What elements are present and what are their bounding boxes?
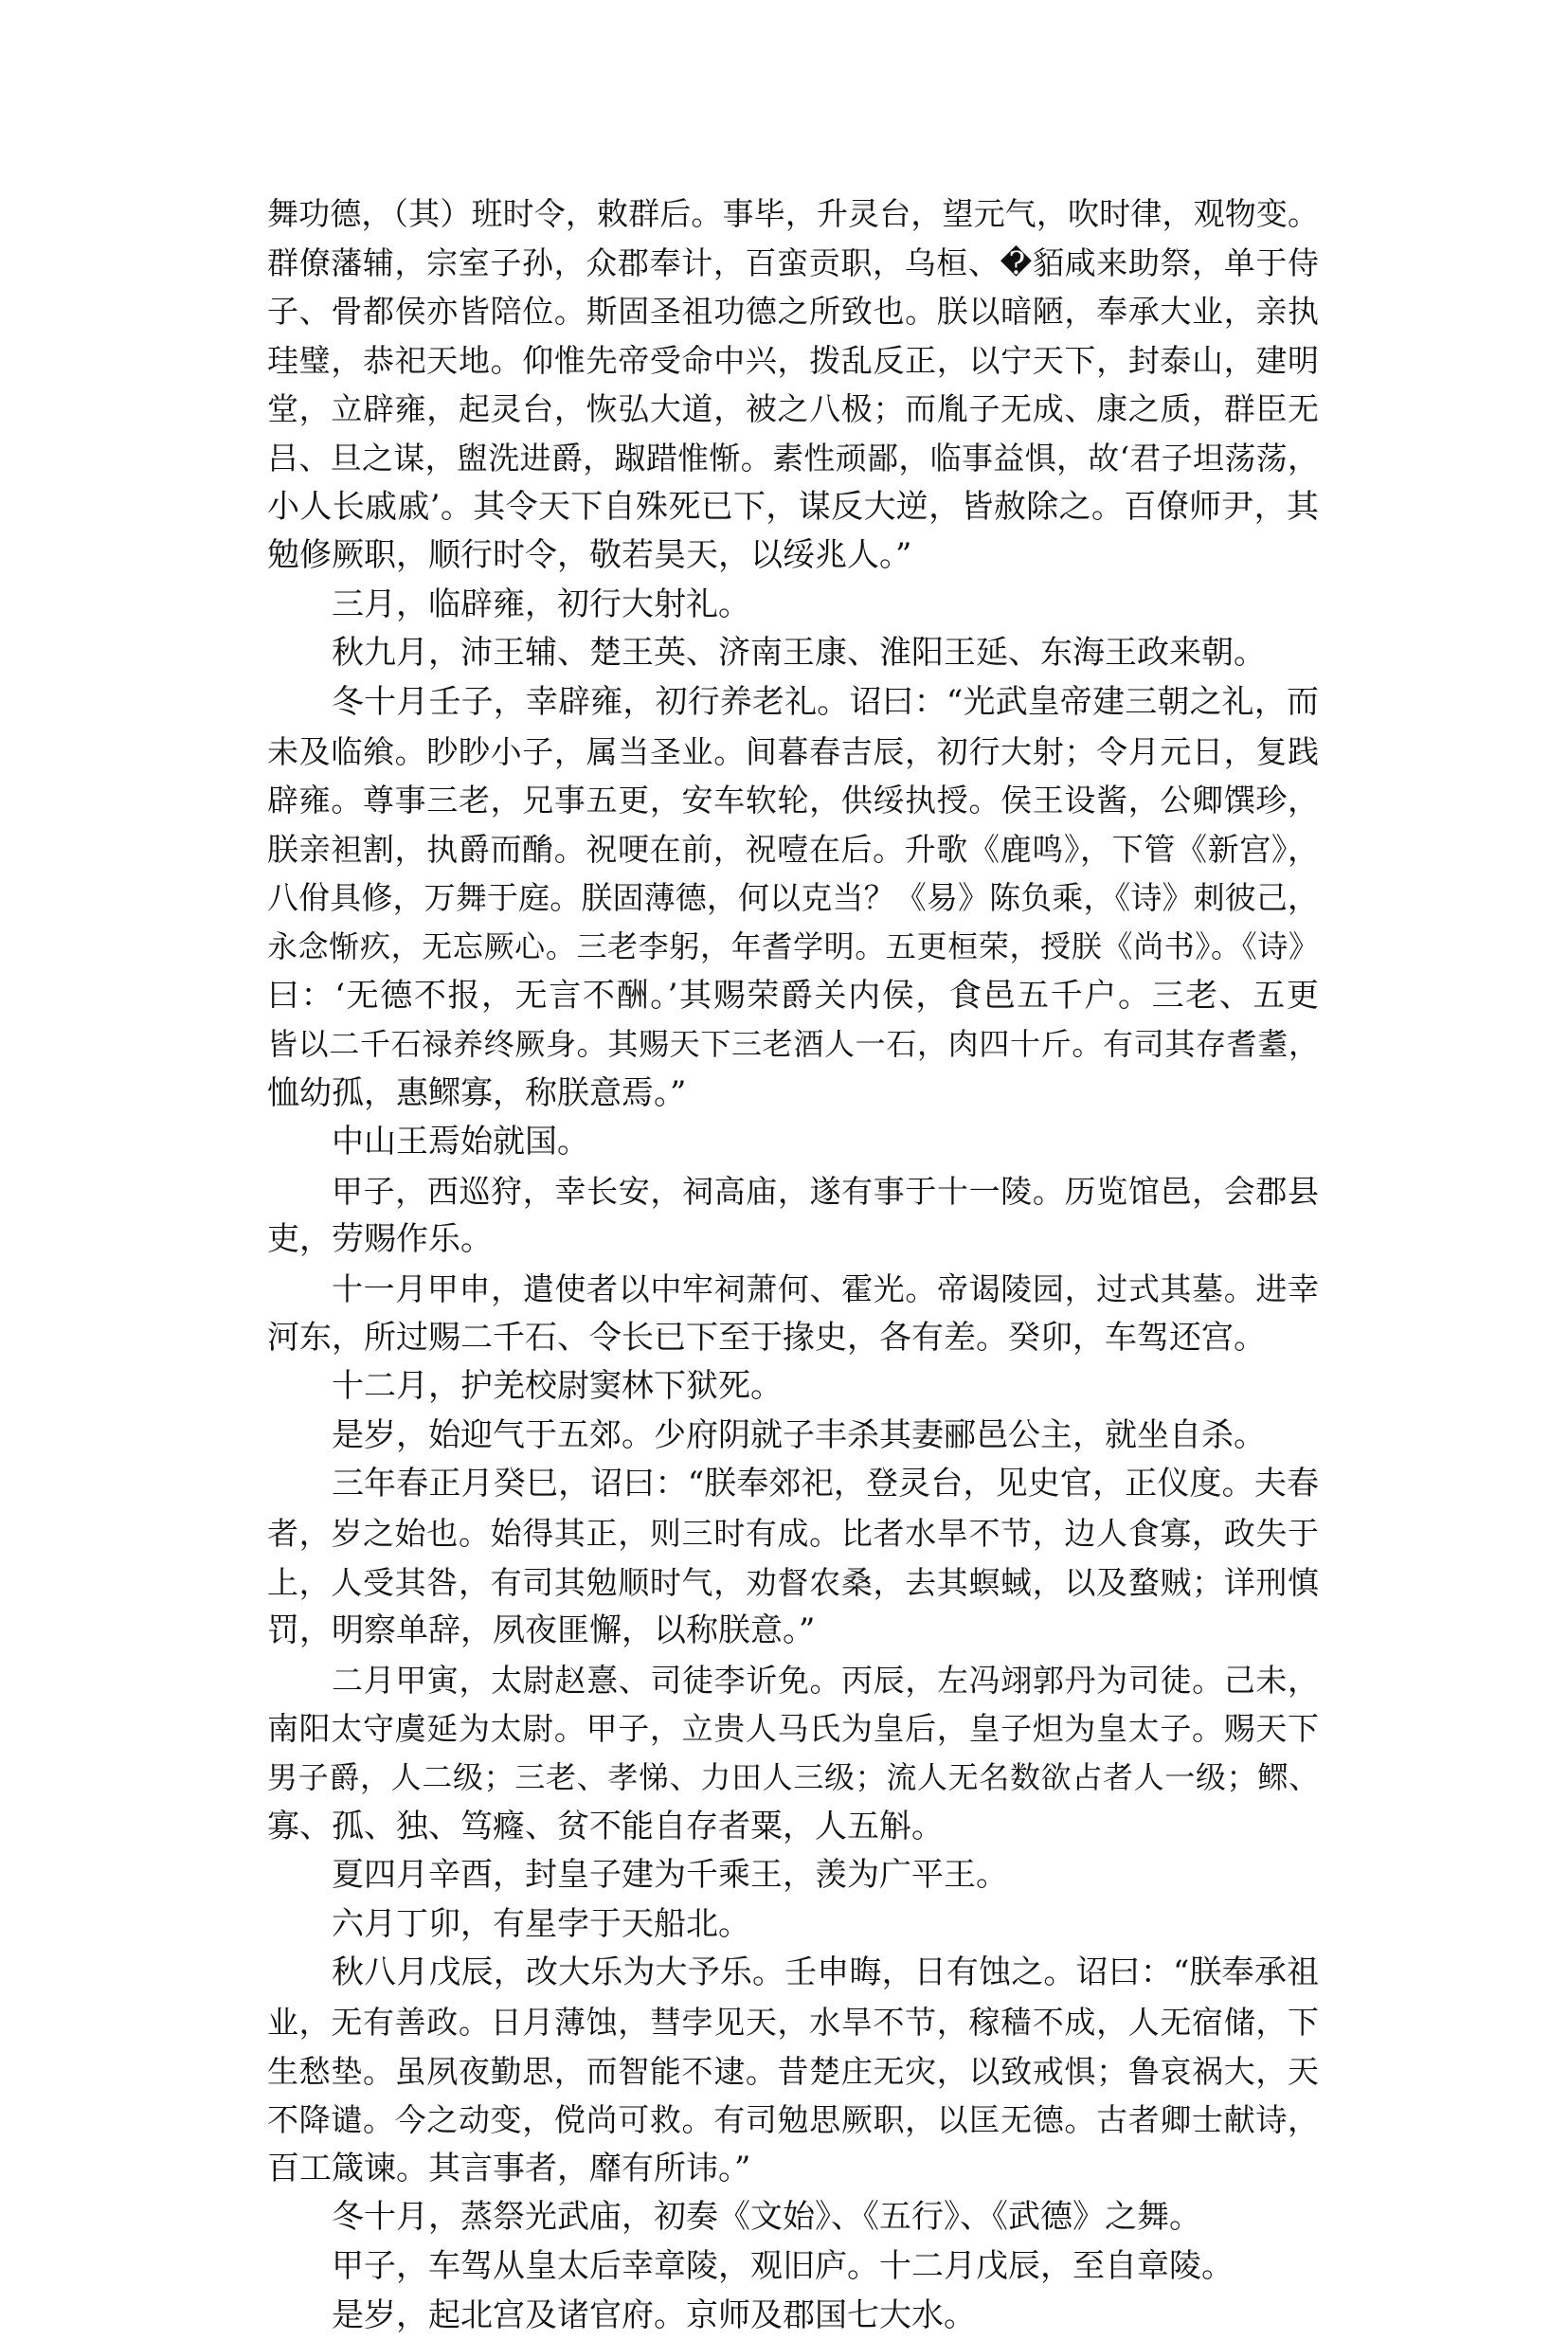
text-line: 舞功德，（其）班时令，敕群后。事毕，升灵台，望元气，吹时律，观物变。 bbox=[267, 195, 1319, 232]
text-line: 寡、孤、独、笃癃、贫不能自存者粟，人五斛。 bbox=[267, 1807, 944, 1845]
text-line: 罚，明察单辞，夙夜匪懈，以称朕意。” bbox=[267, 1611, 816, 1650]
text-line: 不降谴。今之动变，傥尚可救。有司勉思厥职，以匡无德。古者卿士献诗， bbox=[267, 2101, 1319, 2139]
text-line: 生愁垫。虽夙夜勤思，而智能不逮。昔楚庄无灾，以致戒惧；鲁哀祸大，天 bbox=[267, 2052, 1319, 2090]
text-line: 辟雍。尊事三老，兄事五更，安车软轮，供绥执授。侯王设酱，公卿馔珍， bbox=[267, 782, 1319, 819]
text-line: 百工箴谏。其言事者，靡有所讳。” bbox=[267, 2149, 751, 2187]
paragraph-start: 冬十月壬子，幸辟雍，初行养老礼。诏曰：“光武皇帝建三朝之礼，而 bbox=[332, 682, 1319, 721]
paragraph-start: 冬十月，蒸祭光武庙，初奏《文始》、《五行》、《武德》之舞。 bbox=[332, 2198, 1201, 2237]
text-line: 朕亲袒割，执爵而酳。祝哽在前，祝噎在后。升歌《鹿鸣》，下管《新宫》， bbox=[267, 830, 1319, 868]
paragraph-start: 秋九月，沛王辅、楚王英、济南王康、淮阳王延、东海王政来朝。 bbox=[332, 634, 1266, 673]
paragraph-start: 甲子，西巡狩，幸长安，祠高庙，遂有事于十一陵。历览馆邑，会郡县 bbox=[332, 1172, 1319, 1210]
paragraph-start: 是岁，始迎气于五郊。少府阴就子丰杀其妻郦邑公主，就坐自杀。 bbox=[332, 1415, 1266, 1454]
text-line: 未及临飨。眇眇小子，属当圣业。间暮春吉辰，初行大射；令月元日，复践 bbox=[267, 732, 1319, 770]
text-line: 八佾具修，万舞于庭。朕固薄德，何以克当？《易》陈负乘，《诗》刺彼己， bbox=[267, 879, 1319, 917]
text-line: 小人长戚戚’。其令天下自殊死已下，谋反大逆，皆赦除之。百僚师尹，其 bbox=[267, 487, 1319, 526]
text-line: 南阳太守虞延为太尉。甲子，立贵人马氏为皇后，皇子炟为皇太子。赐天下 bbox=[267, 1710, 1319, 1748]
text-line: 皆以二千石禄养终厥身。其赐天下三老酒人一石，肉四十斤。有司其存耆耋， bbox=[267, 1026, 1319, 1063]
text-line: 吕、旦之谋，盥洗进爵，踧踖惟惭。素性顽鄙，临事益惧，故‘君子坦荡荡， bbox=[267, 439, 1319, 477]
text-line: 曰：‘无德不报，无言不酬。’其赐荣爵关内侯，食邑五千户。三老、五更 bbox=[267, 976, 1319, 1015]
text-line: 上，人受其咎，有司其勉顺时气，劝督农桑，去其螟蜮，以及蝥贼；详刑慎 bbox=[267, 1563, 1319, 1601]
text-line: 吏，劳赐作乐。 bbox=[267, 1220, 493, 1259]
text-line: 者，岁之始也。始得其正，则三时有成。比者水旱不节，边人食寡，政失于 bbox=[267, 1515, 1319, 1553]
text-line: 堂，立辟雍，起灵台，恢弘大道，被之八极；而胤子无成、康之质，群臣无 bbox=[267, 390, 1319, 428]
paragraph-start: 三年春正月癸巳，诏曰：“朕奉郊祀，登灵台，见史官，正仪度。夫春 bbox=[332, 1465, 1319, 1503]
text-line: 河东，所过赐二千石、令长已下至于掾史，各有差。癸卯，车驾还宫。 bbox=[267, 1318, 1266, 1357]
document-page bbox=[267, 189, 1319, 2340]
paragraph-start: 是岁，起北宫及诸官府。京师及郡国七大水。 bbox=[332, 2295, 976, 2334]
paragraph-start: 十二月，护羌校尉窦林下狱死。 bbox=[332, 1367, 783, 1406]
text-line: 群僚藩辅，宗室子孙，众郡奉计，百蛮贡职，乌桓、�貊咸来助祭，单于侍 bbox=[267, 243, 1319, 281]
text-line: 恤幼孤，惠鳏寡，称朕意焉。” bbox=[267, 1073, 687, 1112]
text-line: 珪璧，恭祀天地。仰惟先帝受命中兴，拨乱反正，以宁天下，封泰山，建明 bbox=[267, 341, 1319, 379]
paragraph-start: 夏四月辛酉，封皇子建为千乘王，羡为广平王。 bbox=[332, 1856, 1008, 1895]
text-line: 勉修厥职，顺行时令，敬若昊天，以绥兆人。” bbox=[267, 536, 912, 575]
text-line: 永念惭疚，无忘厥心。三老李躬，年耆学明。五更桓荣，授朕《尚书》。《诗》 bbox=[267, 927, 1319, 964]
paragraph-start: 十一月甲申，遣使者以中牢祠萧何、霍光。帝谒陵园，过式其墓。进幸 bbox=[332, 1270, 1319, 1308]
paragraph-start: 三月，临辟雍，初行大射礼。 bbox=[332, 585, 750, 623]
paragraph-start: 甲子，车驾从皇太后幸章陵，观旧庐。十二月戊辰，至自章陵。 bbox=[332, 2246, 1234, 2285]
text-line: 子、骨都侯亦皆陪位。斯固圣祖功德之所致也。朕以暗陋，奉承大业，亲执 bbox=[267, 293, 1319, 331]
text-line: 男子爵，人二级；三老、孝悌、力田人三级；流人无名数欲占者人一级；鳏、 bbox=[267, 1759, 1319, 1795]
paragraph-start: 中山王焉始就国。 bbox=[332, 1123, 589, 1161]
paragraph-start: 六月丁卯，有星孛于天船北。 bbox=[332, 1904, 750, 1943]
paragraph-start: 二月甲寅，太尉赵憙、司徒李䜣免。丙辰，左冯翊郭丹为司徒。己未， bbox=[332, 1661, 1319, 1699]
text-line: 业，无有善政。日月薄蚀，彗孛见天，水旱不节，稼穑不成，人无宿储，下 bbox=[267, 2003, 1319, 2041]
paragraph-start: 秋八月戊辰，改大乐为大予乐。壬申晦，日有蚀之。诏曰：“朕奉承祖 bbox=[332, 1953, 1319, 1992]
